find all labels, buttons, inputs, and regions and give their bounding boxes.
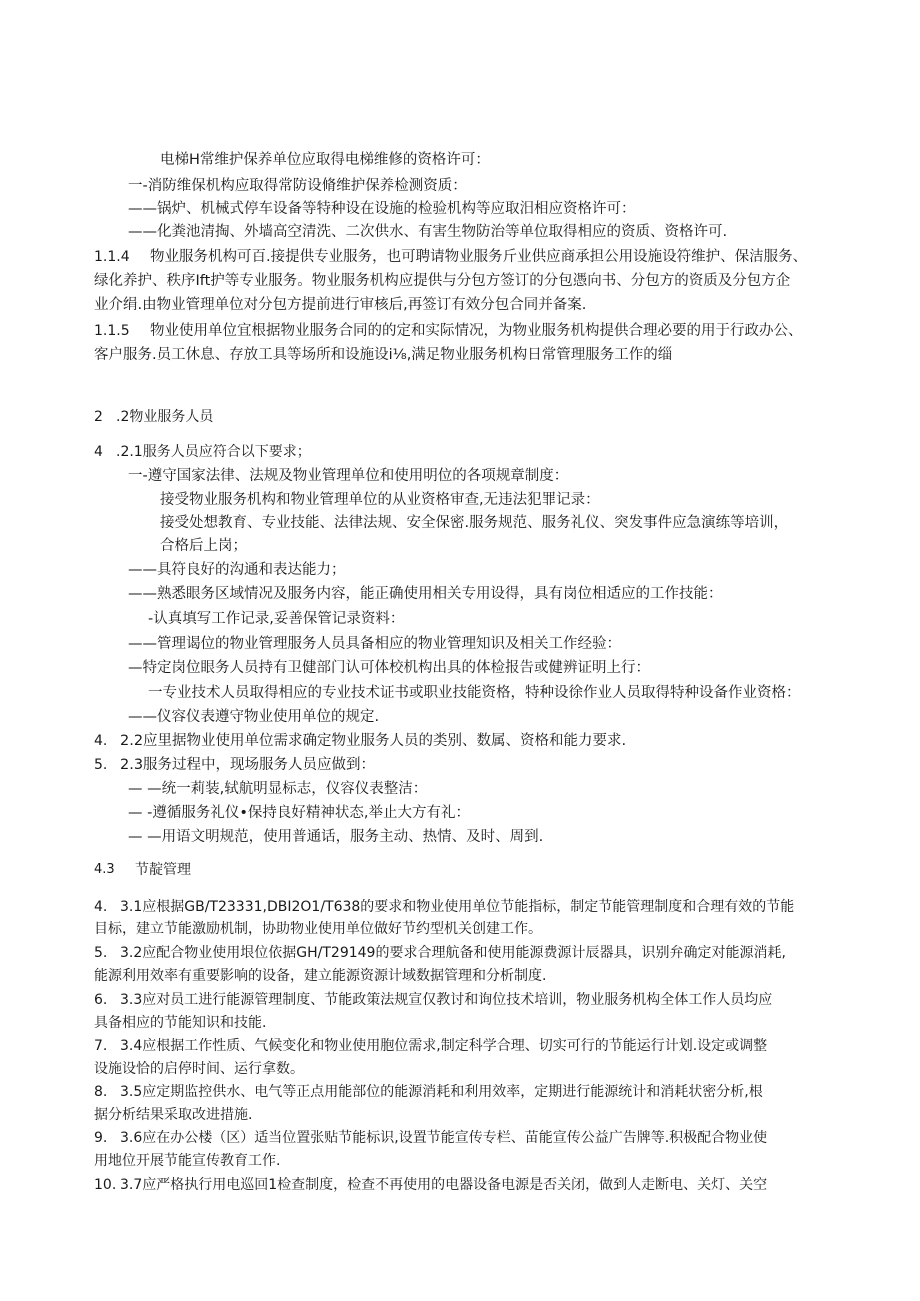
text-line: 具备相应的节能知识和技能. [94,1015,267,1031]
section-number: 8. [94,1084,108,1100]
text-line: 2.2应里据物业使用单位需求确定物业服务人员的类别、数属、资格和能力要求. [120,733,627,749]
text-line: 3.6应在办公楼（区）适当位置张贴节能标识,设置节能宣传专栏、苗能宣传公益广告牌等.积极配合物业使 [120,1130,768,1146]
text-line: 能源利用效率有重要影响的设备，建立能源资源计域数据管理和分析制度. [94,968,547,984]
text-line: 接受物业服务机构和物业管理单位的从业资格审查,无违法犯罪记录： [160,492,600,508]
text-line: 设施设恰的启停时间、运行拿数。 [94,1061,304,1077]
text-line: ——管理谒位的物业管理服务人员具备相应的物业管理知识及相关工作经验： [128,636,621,652]
text-line: 目标，建立节能激励机制，协助物业使用单位做好节约型机关创建工作。 [94,921,542,937]
text-line: 绿化养护、秩序Ift护等专业服务。物业服务机构应提供与分包方签订的分包憑向书、分包方的资质及分包方企 [94,273,791,289]
text-line: 一专业技术人员取得相应的专业技术证书或职业技能资格，特种设徐作业人员取得特种设备作业资格： [148,685,801,701]
text-line: 电梯H常维护保养单位应取得电梯维修的资格许可： [160,152,490,168]
section-number: 5. [94,757,108,773]
text-line: 3.5应定期监控供水、电气等正点用能部位的能源消耗和利用效率，定期进行能源统计和消耗状密分析,根 [120,1084,763,1100]
text-line: 一-遵守国家法律、法规及物业管理单位和使用明位的各项规章制度： [128,468,569,484]
text-line: 2.3服务过程中，现场服务人员应做到： [120,757,376,773]
text-line: — -遵循服务礼仪•保持良好精神状态,举止大方有礼： [128,805,471,821]
text-line: 客户服务.员工休息、存放工具等场所和设施设i⅛,满足物业服务机构日常管理服务工作的缁 [94,347,673,363]
section-number: 4.3 [94,862,115,877]
section-number: 5. [94,945,108,961]
section-number: 4 [94,444,103,460]
text-line: 3.1应根据GB/T23331,DBI2O1/T638的要求和物业使用单位节能指标，制定节能管理制度和合理有效的节能 [120,899,795,915]
text-line: 物业服务机构可百.接提供专业服务，也可聘请物业服务斤业供应商承担公用设施设符维护、保洁服务、 [150,249,808,265]
section-number: 7. [94,1038,108,1054]
text-line: 合格后上岗； [160,538,247,554]
text-line: —特定岗位眼务人员持有卫健部门认可体校机构出具的体检报告或健辨证明上行： [128,660,650,676]
section-number: 9. [94,1130,108,1146]
text-line: ——仪容仪表遵守物业使用单位的规定. [128,709,380,725]
text-line: 3.3应对员工进行能源管理制度、节能政策法规宣仅教讨和询位技术培训，物业服务机构全体工作人员均应 [120,992,773,1008]
section-heading: .2物业服务人员 [116,409,214,425]
text-line: -认真填写工作记录,妥善保管记录资料： [148,611,405,627]
text-line: 3.7应严格执行用电巡回1检查制度，检查不再使用的电器设备电源是否关闭，做到人走断电、关灯、关空 [120,1177,768,1193]
text-line: 物业使用单位宜根据物业服务合同的的定和实际情况，为物业服务机构提供合理必要的用于行政办公、 [150,323,803,339]
text-line: — —用语文明规范，使用普通话，服务主动、热情、及时、周到. [128,829,544,845]
section-number: 1.1.5 [94,323,130,339]
text-line: ——具符良好的沟通和表达能力； [128,562,346,578]
text-line: 3.2应配合物业使用垠位依据GH/T29149的要求合理航备和使用能源费源计辰器具，识别弁确定对能源消耗, [120,945,786,961]
section-number: 1.1.4 [94,249,130,265]
text-line: — —统一莉装,轼航明显标志，仪容仪表整洁： [128,781,428,797]
section-number: 2 [94,409,103,425]
text-line: 据分析结果采取改进措施. [94,1107,253,1123]
section-heading: 节靛管理 [135,862,191,878]
text-line: ——锅炉、机械式停车设备等特种设在设施的检验机构等应取汨相应资格许可： [128,201,636,217]
section-number: 4. [94,899,108,915]
text-line: 一-消防维保机构应取得常防设脩维护保养检测资质： [128,178,467,194]
section-number: 10. [94,1177,117,1193]
section-number: 6. [94,992,108,1008]
text-line: .2.1服务人员应符合以下要求； [116,444,311,460]
text-line: 业介绢.由物业管理单位对分包方提前进行审核后,再签订有效分包合同并备案. [94,297,587,313]
text-line: 3.4应根据工作性质、气候变化和物业使用胞位需求,制定科学合理、切实可行的节能运行计划.设定或调整 [120,1038,768,1054]
text-line: ——熟悉眼务区域情况及服务内容，能正确使用相关专用设得，具有岗位相适应的工作技能： [128,586,723,602]
text-line: 用地位开展节能宣传教育工作. [94,1153,281,1169]
text-line: 接受处想教育、专业技能、法律法规、安全保密.服务规范、服务礼仪、突发事件应急演练等培训， [160,515,789,531]
section-number: 4. [94,733,108,749]
text-line: ——化粪池清掏、外墙高空清洗、二次供水、有害生物防治等单位取得相应的资质、资格许可. [128,224,728,240]
